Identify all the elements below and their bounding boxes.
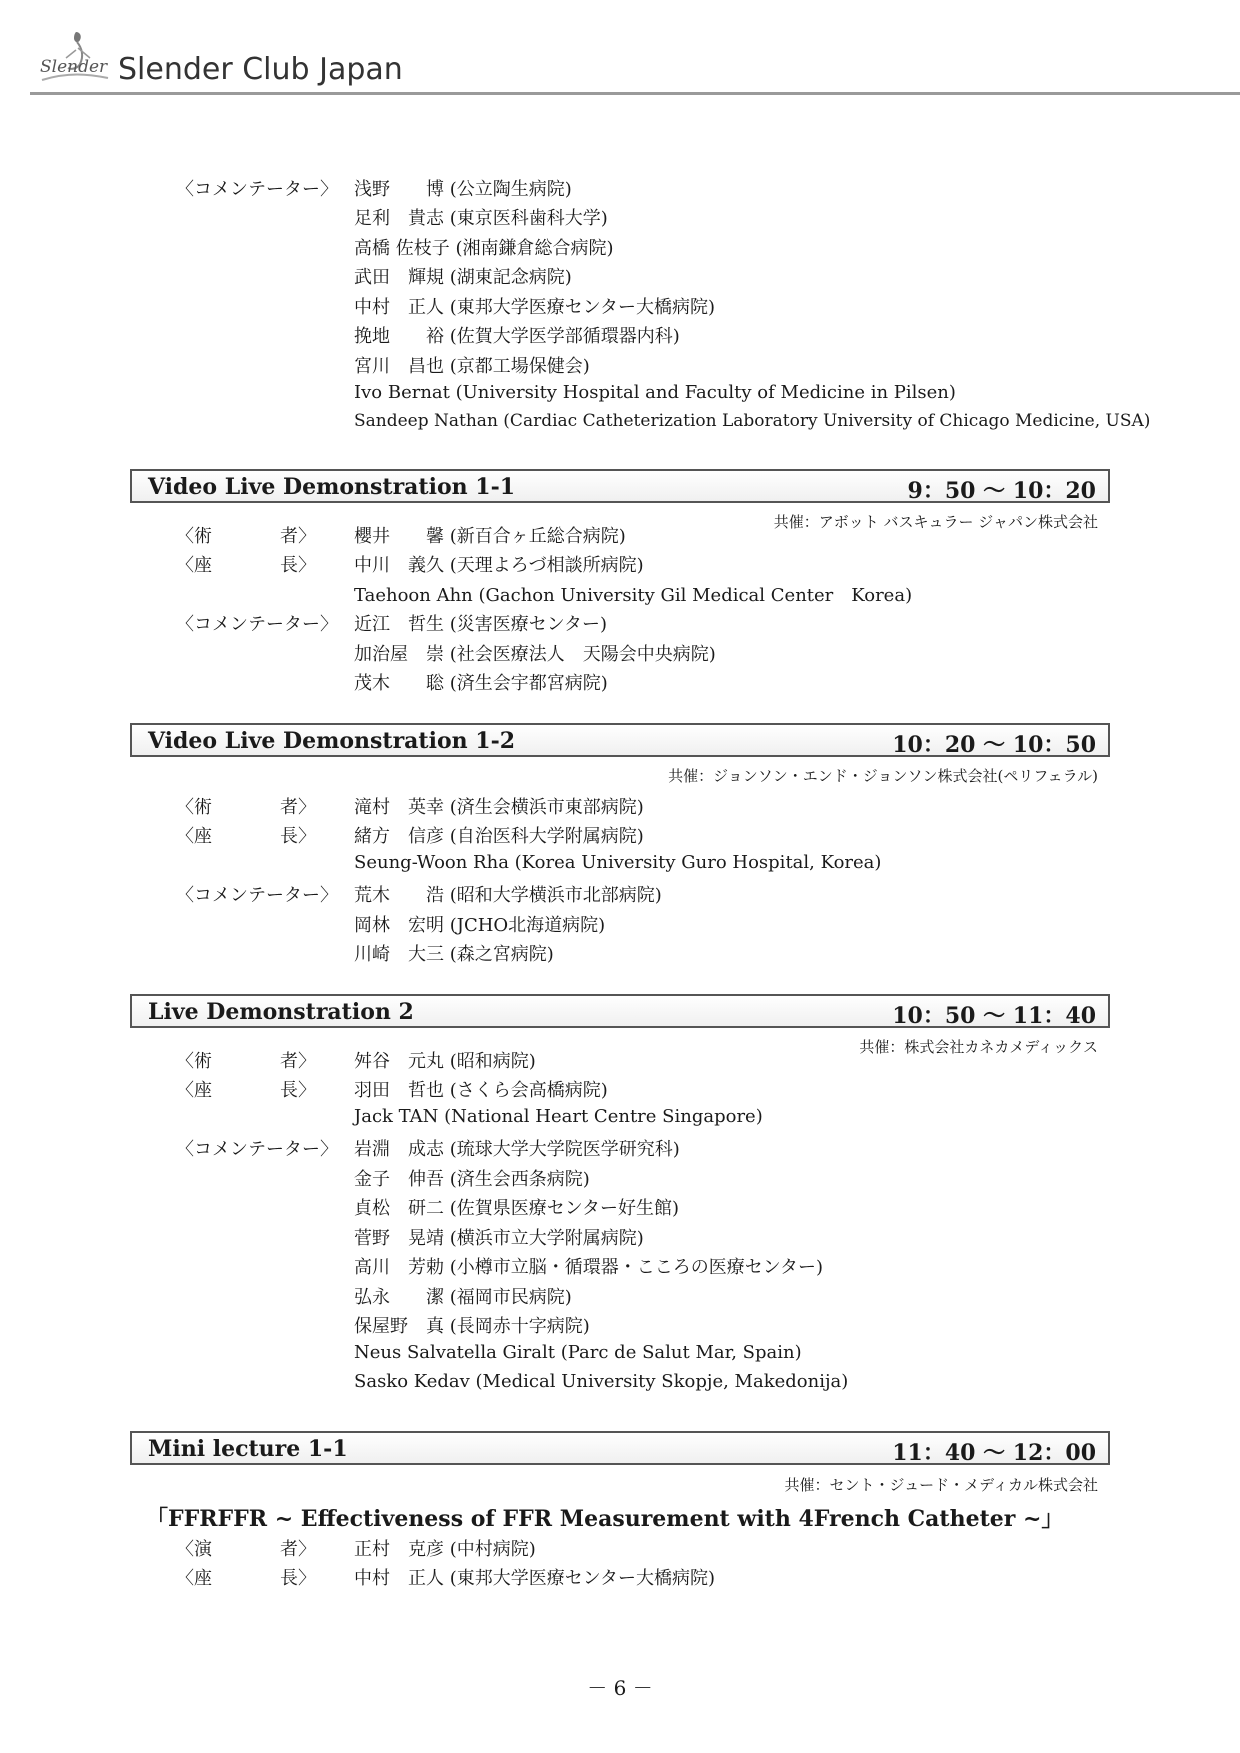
session-title: Live Demonstration 2 — [148, 999, 414, 1025]
person-entry: 川崎 大三 (森之宮病院) — [354, 944, 554, 965]
person-entry: 近江 哲生 (災害医療センター) — [354, 614, 608, 635]
session-header-bar — [130, 723, 1110, 757]
person-entry: Taehoon Ahn (Gachon University Gil Medical Center Korea) — [354, 585, 913, 606]
person-entry: 菅野 晃靖 (横浜市立大学附属病院) — [354, 1228, 644, 1249]
role-label-speaker: 〈演 者〉 — [176, 1539, 316, 1560]
page-number: － 6 － — [587, 1676, 653, 1700]
person-entry: 荒木 浩 (昭和大学横浜市北部病院) — [354, 885, 662, 906]
role-label-commentator: 〈コメンテーター〉 — [176, 614, 338, 635]
person-entry: 弘永 潔 (福岡市民病院) — [354, 1287, 572, 1308]
person-entry: 茂木 聡 (済生会宇都宮病院) — [354, 673, 608, 694]
session-time: 10：50 ～ 11：40 — [892, 1003, 1096, 1029]
person-entry: 中村 正人 (東邦大学医療センター大橋病院) — [354, 297, 716, 318]
person-entry: 高川 芳勅 (小樽市立脳・循環器・こころの医療センター) — [354, 1257, 824, 1278]
session-title: Mini lecture 1-1 — [148, 1436, 348, 1462]
person-entry: Seung-Woon Rha (Korea University Guro Hospital, Korea) — [354, 852, 882, 873]
person-entry: 貞松 研二 (佐賀県医療センター好生館) — [354, 1198, 680, 1219]
session-time: 10：20 ～ 10：50 — [892, 732, 1096, 758]
person-entry: Sandeep Nathan (Cardiac Catheterization Laboratory University of Chicago Medicine, USA) — [354, 411, 1151, 431]
role-label-chair: 〈座 長〉 — [176, 1080, 316, 1101]
person-entry: 中川 義久 (天理よろづ相談所病院) — [354, 555, 644, 576]
person-entry: 挽地 裕 (佐賀大学医学部循環器内科) — [354, 326, 680, 347]
brand-name: Slender Club Japan — [118, 52, 403, 87]
role-label-operator: 〈術 者〉 — [176, 1051, 316, 1072]
person-entry: 岡林 宏明 (JCHO北海道病院) — [354, 915, 606, 936]
lecture-title: 「FFRFFR ~ Effectiveness of FFR Measurement with 4French Catheter ~」 — [146, 1506, 1064, 1532]
person-entry: 保屋野 真 (長岡赤十字病院) — [354, 1316, 590, 1337]
session-header-bar — [130, 994, 1110, 1028]
role-label-commentator: 〈コメンテーター〉 — [176, 885, 338, 906]
session-header-bar — [130, 1431, 1110, 1465]
role-label-operator: 〈術 者〉 — [176, 797, 316, 818]
person-entry: 足利 貴志 (東京医科歯科大学) — [354, 208, 608, 229]
person-entry: Neus Salvatella Giralt (Parc de Salut Mar, Spain) — [354, 1342, 802, 1363]
role-label-chair: 〈座 長〉 — [176, 826, 316, 847]
person-entry: 緒方 信彦 (自治医科大学附属病院) — [354, 826, 644, 847]
person-entry: 正村 克彦 (中村病院) — [354, 1539, 536, 1560]
role-label-commentator: 〈コメンテーター〉 — [176, 1139, 338, 1160]
sponsor-note: 共催：セント・ジュード・メディカル株式会社 — [784, 1476, 1098, 1494]
session-header-bar — [130, 469, 1110, 503]
person-entry: Ivo Bernat (University Hospital and Faculty of Medicine in Pilsen) — [354, 382, 956, 403]
session-title: Video Live Demonstration 1-2 — [148, 728, 516, 754]
header-divider — [30, 92, 1240, 95]
person-entry: 武田 輝規 (湖東記念病院) — [354, 267, 572, 288]
session-title: Video Live Demonstration 1-1 — [148, 474, 516, 500]
session-time: 9：50 ～ 10：20 — [907, 478, 1096, 504]
session-time: 11：40 ～ 12：00 — [892, 1440, 1096, 1466]
person-entry: Sasko Kedav (Medical University Skopje, Makedonija) — [354, 1371, 849, 1392]
person-entry: 宮川 昌也 (京都工場保健会) — [354, 356, 590, 377]
person-entry: 浅野 博 (公立陶生病院) — [354, 179, 572, 200]
role-label-chair: 〈座 長〉 — [176, 1568, 316, 1589]
page-header — [0, 0, 1240, 100]
person-entry: 櫻井 馨 (新百合ヶ丘総合病院) — [354, 526, 626, 547]
person-entry: 羽田 哲也 (さくら会高橋病院) — [354, 1080, 608, 1101]
role-label-operator: 〈術 者〉 — [176, 526, 316, 547]
person-entry: 中村 正人 (東邦大学医療センター大橋病院) — [354, 1568, 716, 1589]
sponsor-note: 共催：ジョンソン・エンド・ジョンソン株式会社(ペリフェラル) — [668, 767, 1098, 785]
sponsor-note: 共催：株式会社カネカメディックス — [859, 1038, 1098, 1056]
sponsor-note: 共催：アボット バスキュラー ジャパン株式会社 — [773, 513, 1098, 531]
slender-logo-icon — [38, 28, 112, 90]
person-entry: Jack TAN (National Heart Centre Singapore) — [354, 1106, 763, 1127]
person-entry: 滝村 英幸 (済生会横浜市東部病院) — [354, 797, 644, 818]
logo-text: Slender — [40, 57, 108, 77]
person-entry: 高橋 佐枝子 (湘南鎌倉総合病院) — [354, 238, 614, 259]
person-entry: 金子 伸吾 (済生会西条病院) — [354, 1169, 590, 1190]
role-label-chair: 〈座 長〉 — [176, 555, 316, 576]
person-entry: 加治屋 崇 (社会医療法人 天陽会中央病院) — [354, 644, 716, 665]
person-entry: 舛谷 元丸 (昭和病院) — [354, 1051, 536, 1072]
role-label-commentator: 〈コメンテーター〉 — [176, 179, 338, 200]
person-entry: 岩淵 成志 (琉球大学大学院医学研究科) — [354, 1139, 680, 1160]
